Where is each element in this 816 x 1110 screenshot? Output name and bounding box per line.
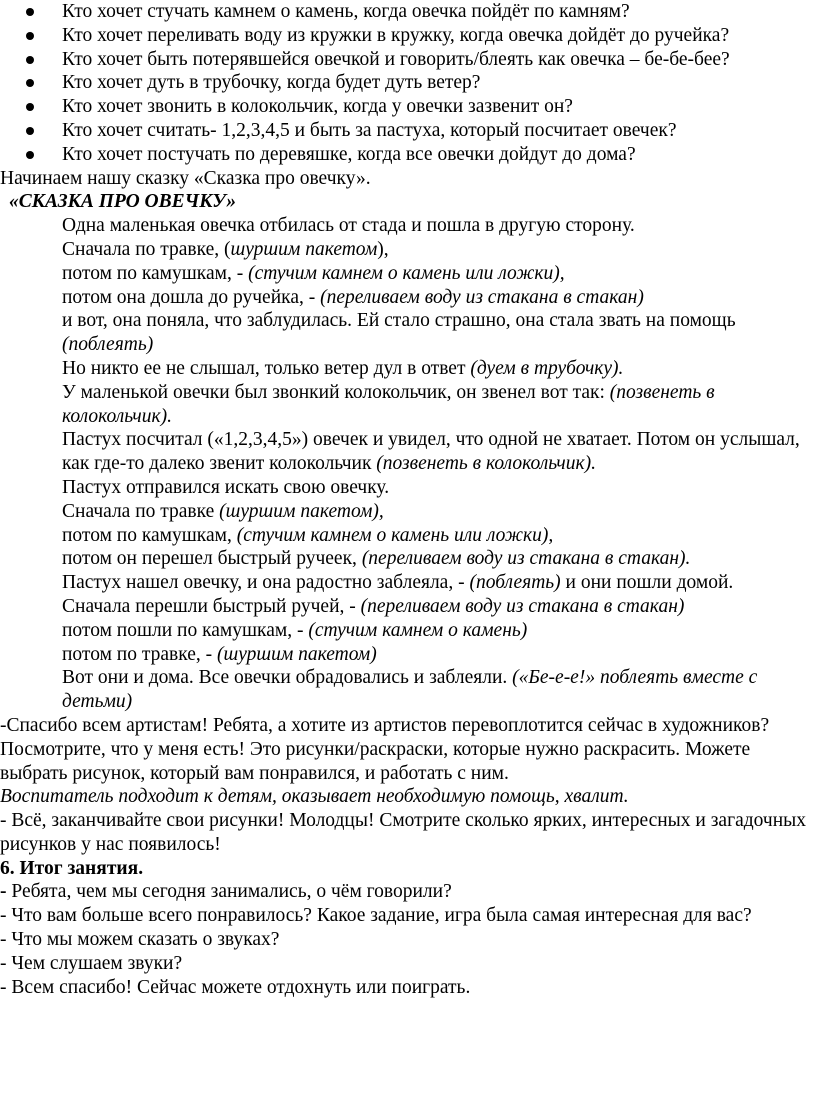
list-item: Кто хочет постучать по деревяшке, когда все овечки дойдут до дома? [0, 143, 816, 167]
story-line: потом он перешел быстрый ручеек, (переливаем воду из стакана в стакан). [62, 548, 691, 570]
stage-direction: (позвенеть в колокольчик). [376, 453, 596, 475]
story-body [0, 214, 816, 714]
stage-direction: (стучим камнем о камень) [308, 619, 528, 641]
question-line: - Что вам больше всего понравилось? Какое задание, игра была самая интересная для вас? [0, 905, 752, 927]
stage-direction: (шуршим пакетом) [216, 643, 377, 665]
story-line: Пастух нашел овечку, и она радостно заблеяла, - (поблеять) и они пошли домой. [62, 572, 734, 594]
finish-paragraph: - Всё, заканчивайте свои рисунки! Молодцы! Смотрите сколько ярких, интересных и загадочных рисунков у нас появилось! [0, 810, 806, 855]
question-line: - Ребята, чем мы сегодня занимались, о чём говорили? [0, 881, 452, 903]
story-line: Вот они и дома. Все овечки обрадовались и заблеяли. («Бе-е-е!» поблеять вместе с детьми) [62, 667, 758, 713]
story-line: потом пошли по камушкам, - (стучим камнем о камень) [62, 619, 528, 641]
stage-direction: (переливаем воду из стакана в стакан). [361, 548, 691, 570]
stage-direction: («Бе-е-е!» поблеять вместе с детьми) [62, 667, 758, 713]
story-line: Одна маленькая овечка отбилась от стада и пошла в другую сторону. [62, 215, 635, 237]
stage-direction: (стучим камнем о камень или ложки), [248, 262, 565, 284]
question-line: - Чем слушаем звуки? [0, 952, 183, 974]
section-heading: 6. Итог занятия. [0, 857, 144, 879]
closing-section [0, 714, 816, 1000]
story-line: Пастух посчитал («1,2,3,4,5») овечек и увидел, что одной не хватает. Потом он услышал, как где-то далеко звенит колокольчик (позвенеть в колокольчик). [62, 429, 800, 475]
stage-direction: (поблеять) [62, 334, 154, 356]
story-line: потом она дошла до ручейка, - (переливаем воду из стакана в стакан) [62, 286, 644, 308]
story-title: «СКАЗКА ПРО ОВЕЧКУ» [9, 191, 236, 213]
intro-line: Начинаем нашу сказку «Сказка про овечку». [0, 167, 371, 189]
story-line: Но никто ее не слышал, только ветер дул в ответ (дуем в трубочку). [62, 357, 624, 379]
stage-direction: (стучим камнем о камень или ложки), [236, 524, 554, 546]
story-line: потом по травке, - (шуршим пакетом) [62, 643, 377, 665]
stage-direction: (дуем в трубочку). [470, 357, 624, 379]
list-item: Кто хочет переливать воду из кружки в кружку, когда овечка дойдёт до ручейка? [0, 24, 816, 48]
story-line: У маленькой овечки был звонкий колокольчик, он звенел вот так: (позвенеть в колокольчик). [62, 381, 715, 427]
list-item: Кто хочет считать- 1,2,3,4,5 и быть за пастуха, который посчитает овечек? [0, 119, 816, 143]
story-line: потом по камушкам, - (стучим камнем о камень или ложки), [62, 262, 565, 284]
question-line: - Что мы можем сказать о звуках? [0, 929, 280, 951]
teacher-note: Воспитатель подходит к детям, оказывает необходимую помощь, хвалит. [0, 786, 629, 808]
artists-paragraph: -Спасибо всем артистам! Ребята, а хотите из артистов перевоплотится сейчас в художников? Посмотрите, что у меня есть! Это рисунки/раскраски, которые нужно раскрасить. Можете выбрать рисунок, который вам понравился, и работать с ним. [0, 714, 770, 784]
stage-direction: (позвенеть в колокольчик). [62, 381, 715, 427]
question-line: - Всем спасибо! Сейчас можете отдохнуть или поиграть. [0, 976, 471, 998]
stage-direction: (шуршим пакетом), [219, 500, 384, 522]
list-item: Кто хочет дуть в трубочку, когда будет дуть ветер? [0, 71, 816, 95]
stage-direction: (переливаем воду из стакана в стакан) [320, 286, 644, 308]
list-item: Кто хочет стучать камнем о камень, когда овечка пойдёт по камням? [0, 0, 816, 24]
story-line: Сначала по травке (шуршим пакетом), [62, 500, 384, 522]
story-line: Сначала перешли быстрый ручей, - (переливаем воду из стакана в стакан) [62, 595, 685, 617]
list-item: Кто хочет быть потерявшейся овечкой и говорить/блеять как овечка – бе-бе-бее? [0, 48, 816, 72]
story-line: и вот, она поняла, что заблудилась. Ей стало страшно, она стала звать на помощь (поблеять) [62, 310, 736, 356]
stage-direction: шуршим пакетом [230, 238, 378, 260]
story-line: Сначала по травке, (шуршим пакетом), [62, 238, 389, 260]
story-line: Пастух отправился искать свою овечку. [62, 476, 390, 498]
story-line: потом по камушкам, (стучим камнем о камень или ложки), [62, 524, 554, 546]
stage-direction: (переливаем воду из стакана в стакан) [360, 595, 685, 617]
list-item: Кто хочет звонить в колокольчик, когда у овечки зазвенит он? [0, 95, 816, 119]
stage-direction: (поблеять) [469, 572, 561, 594]
question-list [0, 0, 816, 167]
